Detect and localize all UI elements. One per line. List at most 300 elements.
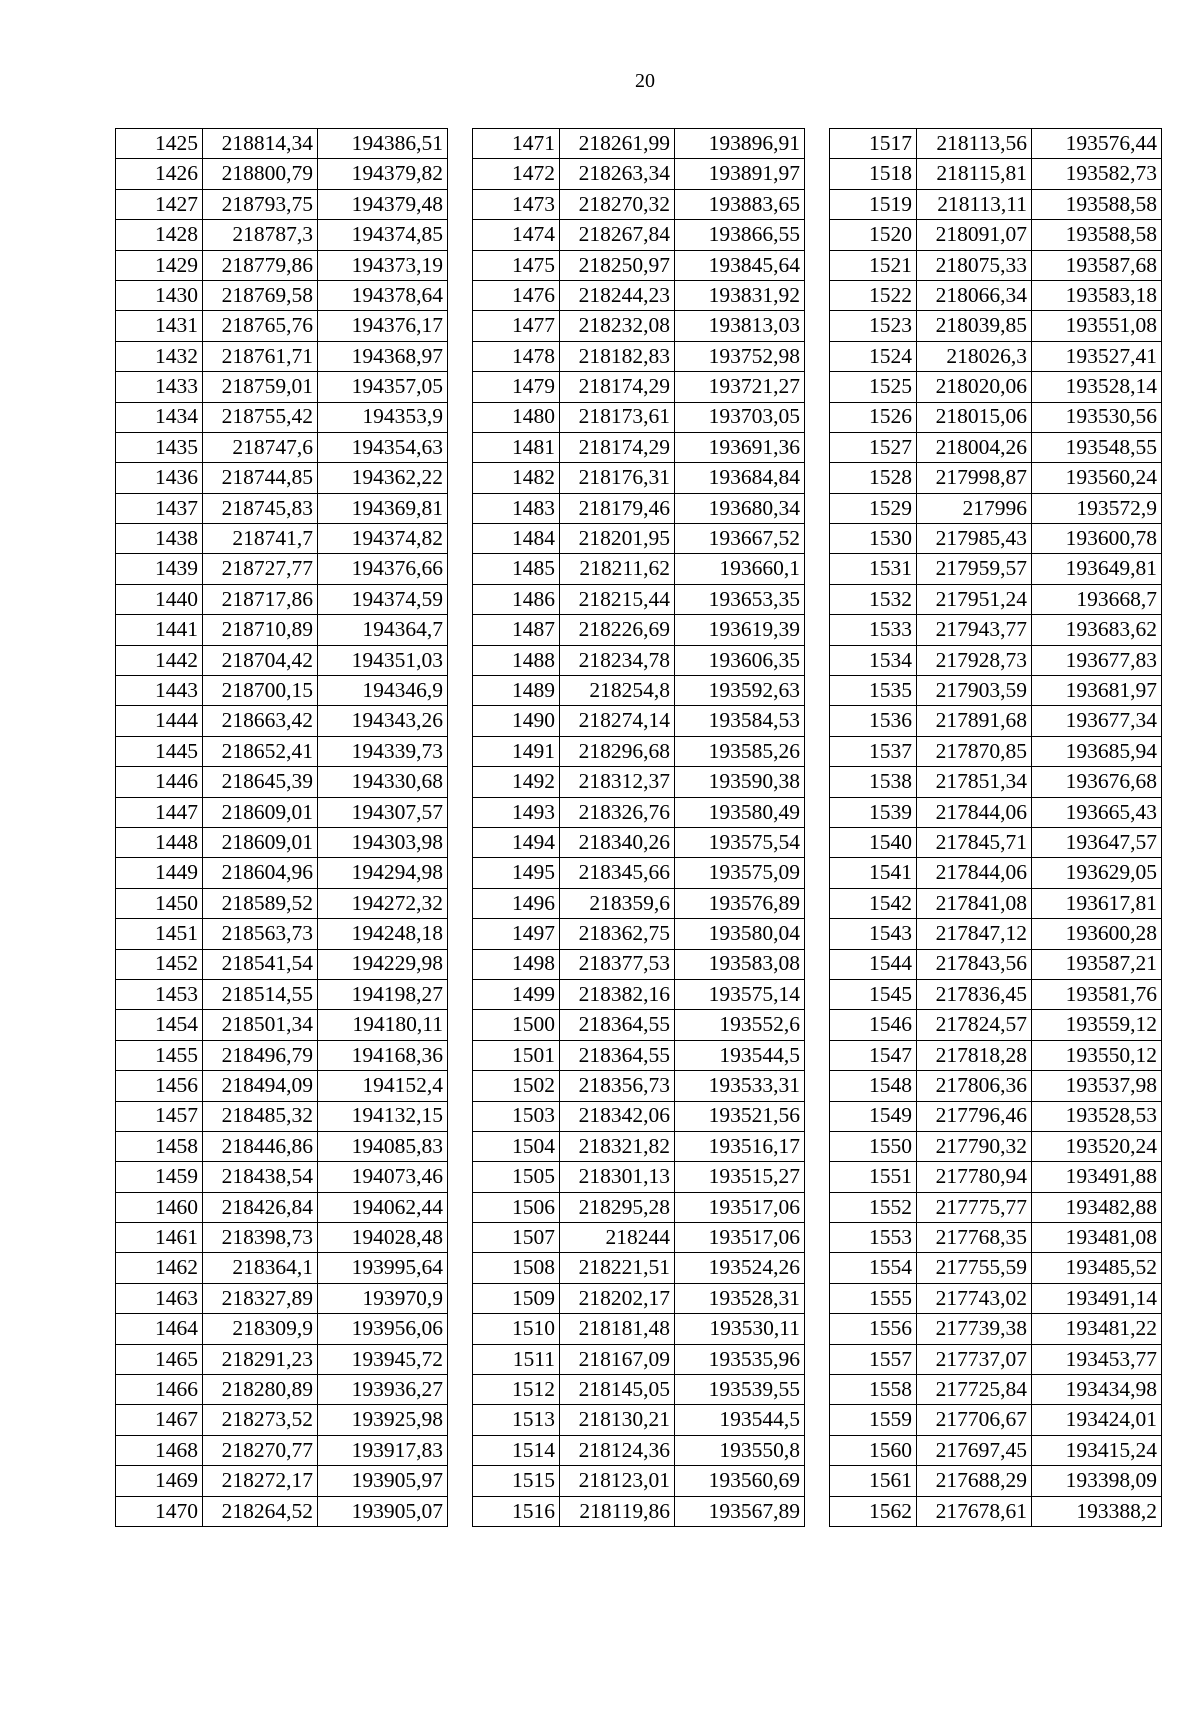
table-row: [830, 1405, 1162, 1435]
table-row: [473, 280, 805, 310]
point-number-cell: 1430: [116, 280, 203, 310]
point-number-cell: 1439: [116, 554, 203, 584]
point-number-cell: 1447: [116, 797, 203, 827]
table-row: [830, 220, 1162, 250]
point-number-cell: 1476: [473, 280, 560, 310]
y-coordinate-cell: 193600,78: [1032, 524, 1162, 554]
y-coordinate-cell: 193516,17: [675, 1131, 805, 1161]
point-number-cell: 1512: [473, 1375, 560, 1405]
point-number-cell: 1497: [473, 919, 560, 949]
y-coordinate-cell: 194374,59: [318, 584, 448, 614]
y-coordinate-cell: 193680,34: [675, 493, 805, 523]
x-coordinate-cell: 218115,81: [917, 159, 1032, 189]
point-number-cell: 1511: [473, 1344, 560, 1374]
table-row: [473, 1253, 805, 1283]
page-number: 20: [635, 70, 655, 92]
point-number-cell: 1498: [473, 949, 560, 979]
x-coordinate-cell: 217775,77: [917, 1192, 1032, 1222]
point-number-cell: 1495: [473, 858, 560, 888]
table-row: [830, 1131, 1162, 1161]
table-row: [830, 1101, 1162, 1131]
table-row: [830, 1223, 1162, 1253]
table-row: [830, 372, 1162, 402]
point-number-cell: 1455: [116, 1040, 203, 1070]
y-coordinate-cell: 193453,77: [1032, 1344, 1162, 1374]
x-coordinate-cell: 218274,14: [560, 706, 675, 736]
point-number-cell: 1443: [116, 676, 203, 706]
x-coordinate-cell: 218004,26: [917, 432, 1032, 462]
y-coordinate-cell: 193530,11: [675, 1314, 805, 1344]
table-row: [830, 1283, 1162, 1313]
x-coordinate-cell: 217844,06: [917, 858, 1032, 888]
point-number-cell: 1442: [116, 645, 203, 675]
table-row: [116, 676, 448, 706]
y-coordinate-cell: 193587,21: [1032, 949, 1162, 979]
x-coordinate-cell: 218145,05: [560, 1375, 675, 1405]
y-coordinate-cell: 193528,53: [1032, 1101, 1162, 1131]
table-row: [473, 767, 805, 797]
y-coordinate-cell: 193891,97: [675, 159, 805, 189]
point-number-cell: 1473: [473, 189, 560, 219]
table-row: [116, 220, 448, 250]
x-coordinate-cell: 217903,59: [917, 676, 1032, 706]
x-coordinate-cell: 217678,61: [917, 1496, 1032, 1526]
point-number-cell: 1471: [473, 129, 560, 159]
y-coordinate-cell: 193681,97: [1032, 676, 1162, 706]
point-number-cell: 1547: [830, 1040, 917, 1070]
table-row: [830, 1314, 1162, 1344]
y-coordinate-cell: 194362,22: [318, 463, 448, 493]
point-number-cell: 1460: [116, 1192, 203, 1222]
y-coordinate-cell: 193813,03: [675, 311, 805, 341]
x-coordinate-cell: 217806,36: [917, 1071, 1032, 1101]
table-row: [116, 1192, 448, 1222]
x-coordinate-cell: 218124,36: [560, 1435, 675, 1465]
point-number-cell: 1552: [830, 1192, 917, 1222]
table-row: [116, 1496, 448, 1526]
point-number-cell: 1515: [473, 1466, 560, 1496]
y-coordinate-cell: 193528,14: [1032, 372, 1162, 402]
x-coordinate-cell: 218327,89: [203, 1283, 318, 1313]
table-row: [473, 1283, 805, 1313]
x-coordinate-cell: 218312,37: [560, 767, 675, 797]
point-number-cell: 1520: [830, 220, 917, 250]
x-coordinate-cell: 218727,77: [203, 554, 318, 584]
table-row: [473, 949, 805, 979]
y-coordinate-cell: 194369,81: [318, 493, 448, 523]
y-coordinate-cell: 193544,5: [675, 1040, 805, 1070]
x-coordinate-cell: 217768,35: [917, 1223, 1032, 1253]
y-coordinate-cell: 193517,06: [675, 1192, 805, 1222]
table-row: [473, 1466, 805, 1496]
y-coordinate-cell: 193550,12: [1032, 1040, 1162, 1070]
y-coordinate-cell: 193588,58: [1032, 189, 1162, 219]
y-coordinate-cell: 193576,44: [1032, 129, 1162, 159]
x-coordinate-cell: 218273,52: [203, 1405, 318, 1435]
point-number-cell: 1437: [116, 493, 203, 523]
y-coordinate-cell: 193945,72: [318, 1344, 448, 1374]
point-number-cell: 1435: [116, 432, 203, 462]
y-coordinate-cell: 193575,54: [675, 827, 805, 857]
y-coordinate-cell: 194364,7: [318, 615, 448, 645]
y-coordinate-cell: 193831,92: [675, 280, 805, 310]
point-number-cell: 1464: [116, 1314, 203, 1344]
table-row: [473, 1496, 805, 1526]
point-number-cell: 1524: [830, 341, 917, 371]
table-row: [116, 524, 448, 554]
table-row: [116, 280, 448, 310]
y-coordinate-cell: 193582,73: [1032, 159, 1162, 189]
y-coordinate-cell: 194152,4: [318, 1071, 448, 1101]
table-row: [473, 584, 805, 614]
table-row: [116, 888, 448, 918]
x-coordinate-cell: 218814,34: [203, 129, 318, 159]
table-row: [116, 1375, 448, 1405]
y-coordinate-cell: 193925,98: [318, 1405, 448, 1435]
table-row: [116, 979, 448, 1009]
y-coordinate-cell: 193677,83: [1032, 645, 1162, 675]
table-row: [830, 767, 1162, 797]
x-coordinate-cell: 218663,42: [203, 706, 318, 736]
table-row: [830, 584, 1162, 614]
coordinates-table-1: [115, 128, 448, 1527]
y-coordinate-cell: 194132,15: [318, 1101, 448, 1131]
x-coordinate-cell: 217844,06: [917, 797, 1032, 827]
x-coordinate-cell: 218364,55: [560, 1040, 675, 1070]
table-row: [116, 1101, 448, 1131]
x-coordinate-cell: 218494,09: [203, 1071, 318, 1101]
table-row: [116, 250, 448, 280]
x-coordinate-cell: 217998,87: [917, 463, 1032, 493]
point-number-cell: 1518: [830, 159, 917, 189]
x-coordinate-cell: 218296,68: [560, 736, 675, 766]
y-coordinate-cell: 193685,94: [1032, 736, 1162, 766]
point-number-cell: 1494: [473, 827, 560, 857]
y-coordinate-cell: 193535,96: [675, 1344, 805, 1374]
y-coordinate-cell: 193583,18: [1032, 280, 1162, 310]
table-row: [116, 919, 448, 949]
y-coordinate-cell: 194198,27: [318, 979, 448, 1009]
y-coordinate-cell: 193883,65: [675, 189, 805, 219]
y-coordinate-cell: 194343,26: [318, 706, 448, 736]
table-row: [830, 311, 1162, 341]
point-number-cell: 1467: [116, 1405, 203, 1435]
x-coordinate-cell: 218091,07: [917, 220, 1032, 250]
x-coordinate-cell: 218113,11: [917, 189, 1032, 219]
y-coordinate-cell: 193527,41: [1032, 341, 1162, 371]
table-row: [116, 1162, 448, 1192]
point-number-cell: 1446: [116, 767, 203, 797]
point-number-cell: 1540: [830, 827, 917, 857]
x-coordinate-cell: 217743,02: [917, 1283, 1032, 1313]
point-number-cell: 1461: [116, 1223, 203, 1253]
point-number-cell: 1491: [473, 736, 560, 766]
y-coordinate-cell: 194272,32: [318, 888, 448, 918]
point-number-cell: 1482: [473, 463, 560, 493]
y-coordinate-cell: 193588,58: [1032, 220, 1162, 250]
y-coordinate-cell: 194374,85: [318, 220, 448, 250]
point-number-cell: 1453: [116, 979, 203, 1009]
point-number-cell: 1550: [830, 1131, 917, 1161]
point-number-cell: 1523: [830, 311, 917, 341]
point-number-cell: 1510: [473, 1314, 560, 1344]
x-coordinate-cell: 218514,55: [203, 979, 318, 1009]
table-row: [473, 432, 805, 462]
x-coordinate-cell: 218226,69: [560, 615, 675, 645]
y-coordinate-cell: 193481,08: [1032, 1223, 1162, 1253]
table-row: [116, 645, 448, 675]
table-row: [473, 706, 805, 736]
x-coordinate-cell: 218382,16: [560, 979, 675, 1009]
x-coordinate-cell: 217847,12: [917, 919, 1032, 949]
table-row: [116, 1344, 448, 1374]
point-number-cell: 1479: [473, 372, 560, 402]
point-number-cell: 1480: [473, 402, 560, 432]
point-number-cell: 1536: [830, 706, 917, 736]
table-row: [830, 1375, 1162, 1405]
y-coordinate-cell: 193567,89: [675, 1496, 805, 1526]
table-row: [116, 129, 448, 159]
y-coordinate-cell: 194168,36: [318, 1040, 448, 1070]
point-number-cell: 1504: [473, 1131, 560, 1161]
x-coordinate-cell: 218291,23: [203, 1344, 318, 1374]
y-coordinate-cell: 193398,09: [1032, 1466, 1162, 1496]
x-coordinate-cell: 218356,73: [560, 1071, 675, 1101]
point-number-cell: 1539: [830, 797, 917, 827]
point-number-cell: 1429: [116, 250, 203, 280]
y-coordinate-cell: 193677,34: [1032, 706, 1162, 736]
x-coordinate-cell: 218362,75: [560, 919, 675, 949]
table-row: [473, 311, 805, 341]
table-row: [473, 1162, 805, 1192]
point-number-cell: 1559: [830, 1405, 917, 1435]
point-number-cell: 1535: [830, 676, 917, 706]
table-row: [830, 341, 1162, 371]
table-row: [116, 1314, 448, 1344]
table-row: [830, 949, 1162, 979]
x-coordinate-cell: 218787,3: [203, 220, 318, 250]
table-row: [116, 493, 448, 523]
table-row: [116, 1131, 448, 1161]
x-coordinate-cell: 217891,68: [917, 706, 1032, 736]
table-row: [473, 1040, 805, 1070]
table-row: [830, 919, 1162, 949]
table-row: [473, 129, 805, 159]
point-number-cell: 1431: [116, 311, 203, 341]
table-row: [830, 1435, 1162, 1465]
x-coordinate-cell: 218800,79: [203, 159, 318, 189]
point-number-cell: 1493: [473, 797, 560, 827]
y-coordinate-cell: 193524,26: [675, 1253, 805, 1283]
point-number-cell: 1501: [473, 1040, 560, 1070]
y-coordinate-cell: 194303,98: [318, 827, 448, 857]
point-number-cell: 1556: [830, 1314, 917, 1344]
x-coordinate-cell: 218167,09: [560, 1344, 675, 1374]
y-coordinate-cell: 193896,91: [675, 129, 805, 159]
x-coordinate-cell: 218747,6: [203, 432, 318, 462]
table-row: [116, 554, 448, 584]
y-coordinate-cell: 193587,68: [1032, 250, 1162, 280]
table-row: [830, 1162, 1162, 1192]
x-coordinate-cell: 217841,08: [917, 888, 1032, 918]
point-number-cell: 1502: [473, 1071, 560, 1101]
table-row: [473, 888, 805, 918]
point-number-cell: 1466: [116, 1375, 203, 1405]
point-number-cell: 1508: [473, 1253, 560, 1283]
table-row: [473, 372, 805, 402]
table-row: [116, 949, 448, 979]
x-coordinate-cell: 217780,94: [917, 1162, 1032, 1192]
point-number-cell: 1445: [116, 736, 203, 766]
x-coordinate-cell: 218272,17: [203, 1466, 318, 1496]
x-coordinate-cell: 218211,62: [560, 554, 675, 584]
y-coordinate-cell: 194073,46: [318, 1162, 448, 1192]
table-row: [830, 1496, 1162, 1526]
y-coordinate-cell: 193995,64: [318, 1253, 448, 1283]
y-coordinate-cell: 194376,66: [318, 554, 448, 584]
table-row: [830, 524, 1162, 554]
point-number-cell: 1478: [473, 341, 560, 371]
y-coordinate-cell: 193415,24: [1032, 1435, 1162, 1465]
table-row: [116, 1283, 448, 1313]
x-coordinate-cell: 218263,34: [560, 159, 675, 189]
y-coordinate-cell: 193866,55: [675, 220, 805, 250]
y-coordinate-cell: 194373,19: [318, 250, 448, 280]
table-row: [116, 1253, 448, 1283]
table-row: [473, 1375, 805, 1405]
table-row: [830, 736, 1162, 766]
table-row: [830, 159, 1162, 189]
table-row: [473, 919, 805, 949]
table-row: [116, 372, 448, 402]
point-number-cell: 1532: [830, 584, 917, 614]
table-row: [116, 706, 448, 736]
x-coordinate-cell: 218589,52: [203, 888, 318, 918]
x-coordinate-cell: 217951,24: [917, 584, 1032, 614]
y-coordinate-cell: 193585,26: [675, 736, 805, 766]
x-coordinate-cell: 217725,84: [917, 1375, 1032, 1405]
y-coordinate-cell: 194376,17: [318, 311, 448, 341]
point-number-cell: 1499: [473, 979, 560, 1009]
table-row: [830, 493, 1162, 523]
x-coordinate-cell: 218541,54: [203, 949, 318, 979]
table-row: [116, 767, 448, 797]
y-coordinate-cell: 193668,7: [1032, 584, 1162, 614]
point-number-cell: 1529: [830, 493, 917, 523]
y-coordinate-cell: 193590,38: [675, 767, 805, 797]
point-number-cell: 1433: [116, 372, 203, 402]
point-number-cell: 1487: [473, 615, 560, 645]
y-coordinate-cell: 193575,09: [675, 858, 805, 888]
y-coordinate-cell: 193647,57: [1032, 827, 1162, 857]
y-coordinate-cell: 193537,98: [1032, 1071, 1162, 1101]
table-row: [473, 858, 805, 888]
x-coordinate-cell: 218710,89: [203, 615, 318, 645]
point-number-cell: 1475: [473, 250, 560, 280]
y-coordinate-cell: 193551,08: [1032, 311, 1162, 341]
table-row: [116, 189, 448, 219]
point-number-cell: 1438: [116, 524, 203, 554]
point-number-cell: 1448: [116, 827, 203, 857]
y-coordinate-cell: 193528,31: [675, 1283, 805, 1313]
point-number-cell: 1428: [116, 220, 203, 250]
point-number-cell: 1459: [116, 1162, 203, 1192]
x-coordinate-cell: 218755,42: [203, 402, 318, 432]
point-number-cell: 1561: [830, 1466, 917, 1496]
point-number-cell: 1519: [830, 189, 917, 219]
x-coordinate-cell: 218645,39: [203, 767, 318, 797]
x-coordinate-cell: 218039,85: [917, 311, 1032, 341]
table-row: [830, 432, 1162, 462]
y-coordinate-cell: 193491,88: [1032, 1162, 1162, 1192]
table-row: [473, 797, 805, 827]
point-number-cell: 1521: [830, 250, 917, 280]
y-coordinate-cell: 194062,44: [318, 1192, 448, 1222]
x-coordinate-cell: 218761,71: [203, 341, 318, 371]
point-number-cell: 1468: [116, 1435, 203, 1465]
x-coordinate-cell: 218267,84: [560, 220, 675, 250]
x-coordinate-cell: 218130,21: [560, 1405, 675, 1435]
y-coordinate-cell: 193560,69: [675, 1466, 805, 1496]
table-row: [473, 615, 805, 645]
y-coordinate-cell: 193905,97: [318, 1466, 448, 1496]
table-row: [830, 250, 1162, 280]
point-number-cell: 1509: [473, 1283, 560, 1313]
y-coordinate-cell: 193572,9: [1032, 493, 1162, 523]
point-number-cell: 1506: [473, 1192, 560, 1222]
x-coordinate-cell: 218215,44: [560, 584, 675, 614]
y-coordinate-cell: 193583,08: [675, 949, 805, 979]
y-coordinate-cell: 193544,5: [675, 1405, 805, 1435]
x-coordinate-cell: 218119,86: [560, 1496, 675, 1526]
point-number-cell: 1436: [116, 463, 203, 493]
point-number-cell: 1432: [116, 341, 203, 371]
table-row: [830, 402, 1162, 432]
x-coordinate-cell: 217697,45: [917, 1435, 1032, 1465]
x-coordinate-cell: 218779,86: [203, 250, 318, 280]
point-number-cell: 1533: [830, 615, 917, 645]
y-coordinate-cell: 193676,68: [1032, 767, 1162, 797]
point-number-cell: 1434: [116, 402, 203, 432]
y-coordinate-cell: 193580,49: [675, 797, 805, 827]
y-coordinate-cell: 193653,35: [675, 584, 805, 614]
point-number-cell: 1469: [116, 1466, 203, 1496]
point-number-cell: 1528: [830, 463, 917, 493]
x-coordinate-cell: 217985,43: [917, 524, 1032, 554]
point-number-cell: 1560: [830, 1435, 917, 1465]
x-coordinate-cell: 218609,01: [203, 797, 318, 827]
y-coordinate-cell: 194353,9: [318, 402, 448, 432]
y-coordinate-cell: 193388,2: [1032, 1496, 1162, 1526]
x-coordinate-cell: 217818,28: [917, 1040, 1032, 1070]
table-row: [473, 463, 805, 493]
point-number-cell: 1517: [830, 129, 917, 159]
table-row: [473, 1405, 805, 1435]
point-number-cell: 1490: [473, 706, 560, 736]
y-coordinate-cell: 193576,89: [675, 888, 805, 918]
y-coordinate-cell: 194346,9: [318, 676, 448, 706]
x-coordinate-cell: 218234,78: [560, 645, 675, 675]
point-number-cell: 1477: [473, 311, 560, 341]
point-number-cell: 1562: [830, 1496, 917, 1526]
table-row: [830, 463, 1162, 493]
y-coordinate-cell: 193665,43: [1032, 797, 1162, 827]
y-coordinate-cell: 193530,56: [1032, 402, 1162, 432]
y-coordinate-cell: 194379,82: [318, 159, 448, 189]
x-coordinate-cell: 218221,51: [560, 1253, 675, 1283]
point-number-cell: 1449: [116, 858, 203, 888]
y-coordinate-cell: 193581,76: [1032, 979, 1162, 1009]
